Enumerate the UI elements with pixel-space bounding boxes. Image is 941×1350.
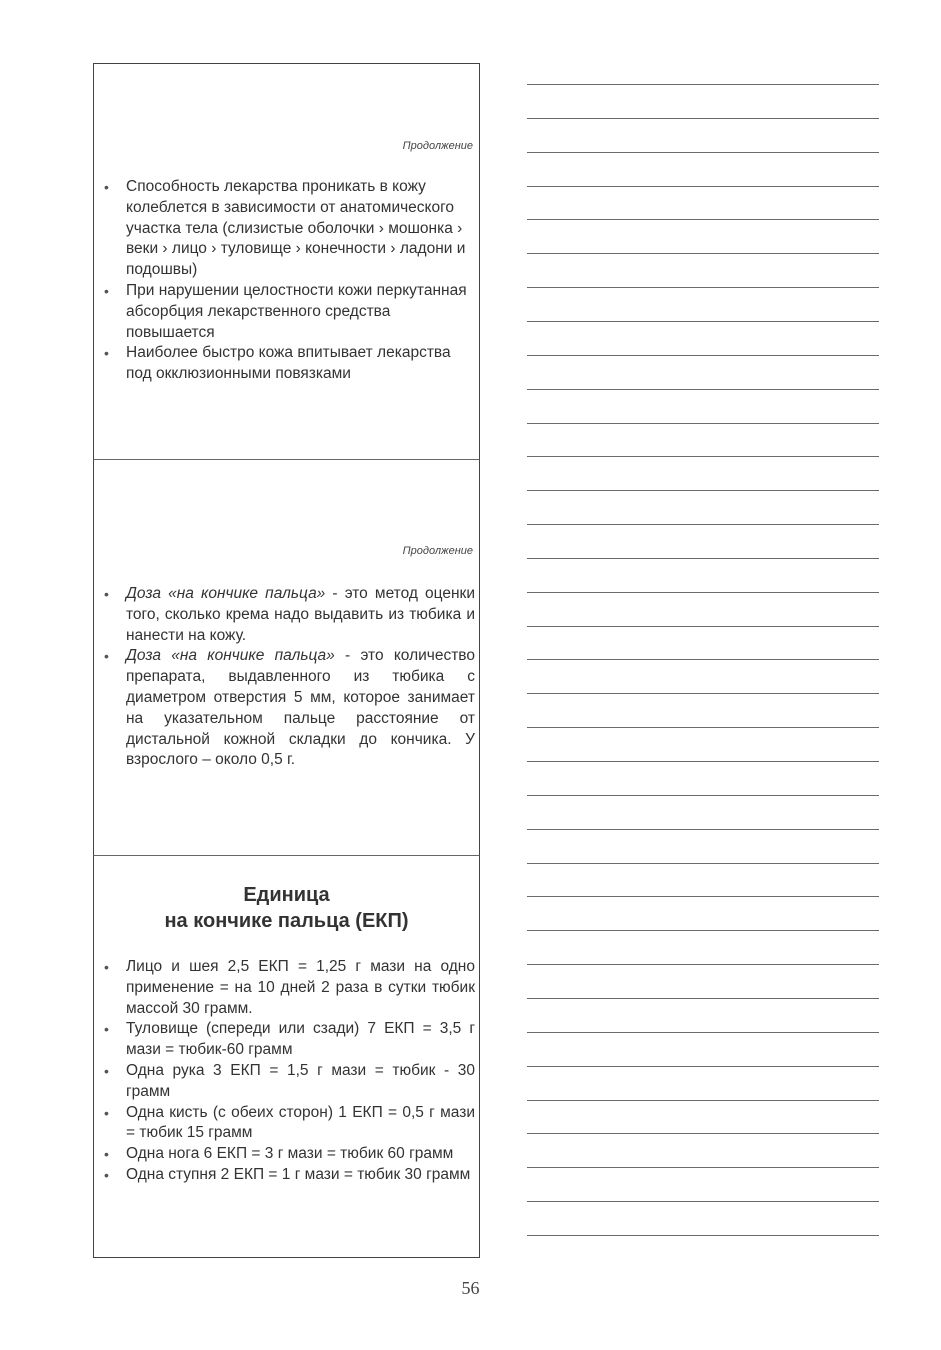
bullet-icon: • [104, 648, 109, 665]
list-item-text: Наиболее быстро кожа впитывает лекарства под окклюзионными повязками [126, 344, 451, 383]
slide-panel-skin-absorption [93, 63, 480, 459]
slide-title-line1: Единица [243, 884, 330, 906]
note-line [527, 118, 879, 119]
list-item [100, 1061, 475, 1103]
slide-panel-fingertip-dose [93, 459, 480, 856]
list-item-text: Одна рука 3 ЕКП = 1,5 г мази = тюбик - 30 грамм [126, 1061, 475, 1100]
slide-title-line2: на кончике пальца (ЕКП) [164, 910, 409, 932]
note-line [527, 863, 879, 864]
list-item-text: При нарушении целостности кожи перкутанная абсорбция лекарственного средства повышается [126, 281, 467, 341]
list-item-text: Способность лекарства проникать в кожу колеблется в зависимости от анатомического участка тела (слизистые оболочки › мошонка › веки › лицо › туловище › конечности › ладони и подошвы) [126, 178, 466, 279]
list-item-text: Одна нога 6 ЕКП = 3 г мази = тюбик 60 грамм [126, 1145, 454, 1163]
note-line [527, 456, 879, 457]
note-line [527, 930, 879, 931]
list-item [100, 646, 475, 771]
bullet-icon: • [104, 586, 109, 602]
note-line [527, 829, 879, 830]
slide-panel-fingertip-unit [93, 856, 480, 1258]
continuation-label: Продолжение [402, 545, 473, 557]
page-number: 56 [461, 1278, 480, 1298]
bullet-icon: • [104, 1146, 109, 1163]
list-item-text: Лицо и шея 2,5 ЕКП = 1,25 г мази на одно применение = на 10 дней 2 раза в сутки тюбик массой 30 грамм. [126, 958, 475, 1017]
note-line [527, 761, 879, 762]
note-line [527, 795, 879, 796]
list-item-text: Туловище (спереди или сзади) 7 ЕКП = 3,5 г мази = тюбик-60 грамм [126, 1020, 475, 1059]
term-text: Доза «на кончике пальца» [126, 585, 326, 602]
note-line [527, 1133, 879, 1134]
bullet-icon: • [104, 1166, 109, 1183]
note-line [527, 186, 879, 187]
note-line [527, 592, 879, 593]
note-line [527, 1032, 879, 1033]
note-line [527, 1235, 879, 1236]
list-item [100, 1144, 475, 1165]
note-line [527, 1201, 879, 1202]
bullet-icon: • [104, 282, 109, 299]
list-item [100, 177, 475, 281]
bullet-icon: • [104, 179, 109, 195]
continuation-label: Продолжение [402, 140, 473, 152]
list-item [100, 281, 475, 343]
note-line [527, 524, 879, 525]
note-line [527, 896, 879, 897]
bullet-icon: • [104, 1021, 109, 1038]
list-item [100, 1165, 475, 1186]
note-line [527, 389, 879, 390]
note-line [527, 727, 879, 728]
definition-text: - это метод оценки того, сколько крема надо выдавить из тюбика и нанести на кожу. [126, 585, 475, 644]
bullet-icon: • [104, 1104, 109, 1121]
list-item [100, 1103, 475, 1145]
note-line [527, 219, 879, 220]
bullet-icon: • [104, 1062, 109, 1079]
note-line [527, 1167, 879, 1168]
list-item [100, 957, 475, 1019]
note-line [527, 626, 879, 627]
note-line [527, 998, 879, 999]
list-item [100, 584, 475, 646]
note-line [527, 253, 879, 254]
note-line [527, 1066, 879, 1067]
list-item [100, 1019, 475, 1061]
bullet-list [100, 584, 475, 771]
definition-text: - это количество препарата, выдавленного из тюбика с диаметром отверстия 5 мм, которое занимает на указательном пальце расстояние от дистальной кожной складки до кончика. У взрослого – около 0,5 г. [126, 647, 475, 769]
note-line [527, 321, 879, 322]
bullet-icon: • [104, 959, 109, 975]
list-item [100, 343, 475, 385]
term-text: Доза «на кончике пальца» [126, 647, 335, 665]
bullet-list [100, 177, 475, 385]
note-line [527, 287, 879, 288]
note-line [527, 490, 879, 491]
list-item-text: Одна кисть (с обеих сторон) 1 ЕКП = 0,5 г мази = тюбик 15 грамм [126, 1103, 475, 1142]
note-line [527, 152, 879, 153]
list-item-text: Одна ступня 2 ЕКП = 1 г мази = тюбик 30 грамм [126, 1165, 471, 1183]
note-line [527, 423, 879, 424]
note-line [527, 84, 879, 85]
note-line [527, 1100, 879, 1101]
bullet-list [100, 957, 475, 1186]
note-line [527, 693, 879, 694]
note-line [527, 355, 879, 356]
note-line [527, 659, 879, 660]
note-line [527, 558, 879, 559]
note-line [527, 964, 879, 965]
bullet-icon: • [104, 345, 109, 362]
